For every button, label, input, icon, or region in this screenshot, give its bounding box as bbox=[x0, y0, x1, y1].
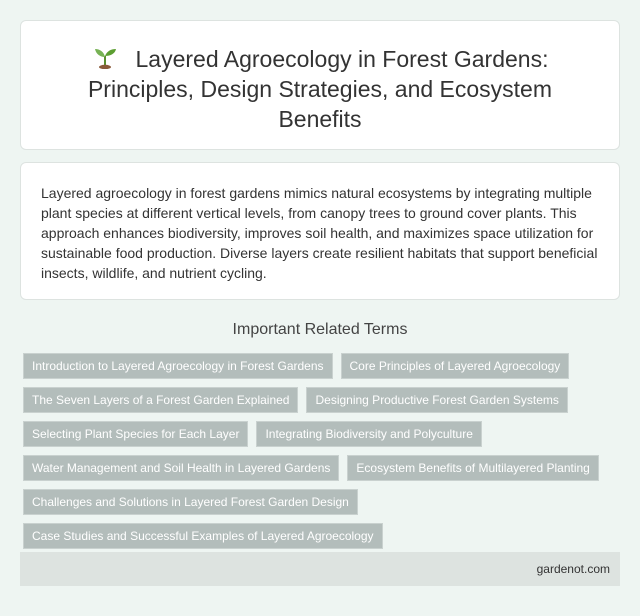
related-term-tag[interactable]: The Seven Layers of a Forest Garden Explained bbox=[23, 387, 298, 413]
footer bbox=[20, 552, 620, 586]
related-term-tag[interactable]: Case Studies and Successful Examples of Layered Agroecology bbox=[23, 523, 383, 549]
related-term-tag[interactable]: Ecosystem Benefits of Multilayered Planting bbox=[347, 455, 598, 481]
description-card bbox=[20, 162, 620, 300]
related-term-tag[interactable]: Water Management and Soil Health in Layered Gardens bbox=[23, 455, 339, 481]
related-term-tag[interactable]: Selecting Plant Species for Each Layer bbox=[23, 421, 248, 447]
related-term-tag[interactable]: Challenges and Solutions in Layered Forest Garden Design bbox=[23, 489, 358, 515]
related-term-tag[interactable]: Introduction to Layered Agroecology in Forest Gardens bbox=[23, 353, 333, 379]
related-term-tag[interactable]: Core Principles of Layered Agroecology bbox=[341, 353, 570, 379]
related-terms-heading: Important Related Terms bbox=[232, 321, 408, 338]
page-title bbox=[61, 44, 579, 134]
seedling-icon bbox=[92, 47, 118, 69]
description-text: Layered agroecology in forest gardens mimics natural ecosystems by integrating multiple plant species at different vertical levels, from canopy trees to ground cover plants. This approach enhances biodiversity, improves soil health, and maximizes space utilization for sustainable food production. Diverse layers create resilient habitats that support beneficial insects, wildlife, and nutrient cycling. bbox=[41, 185, 598, 281]
related-term-tag[interactable]: Designing Productive Forest Garden Systems bbox=[306, 387, 567, 413]
related-term-tag[interactable]: Integrating Biodiversity and Polyculture bbox=[256, 421, 481, 447]
title-card bbox=[20, 20, 620, 150]
footer-site-link[interactable]: gardenot.com bbox=[536, 562, 610, 576]
related-terms-list bbox=[23, 353, 603, 549]
page-title-text: Layered Agroecology in Forest Gardens: Principles, Design Strategies, and Ecosystem Benefits bbox=[87, 46, 553, 132]
